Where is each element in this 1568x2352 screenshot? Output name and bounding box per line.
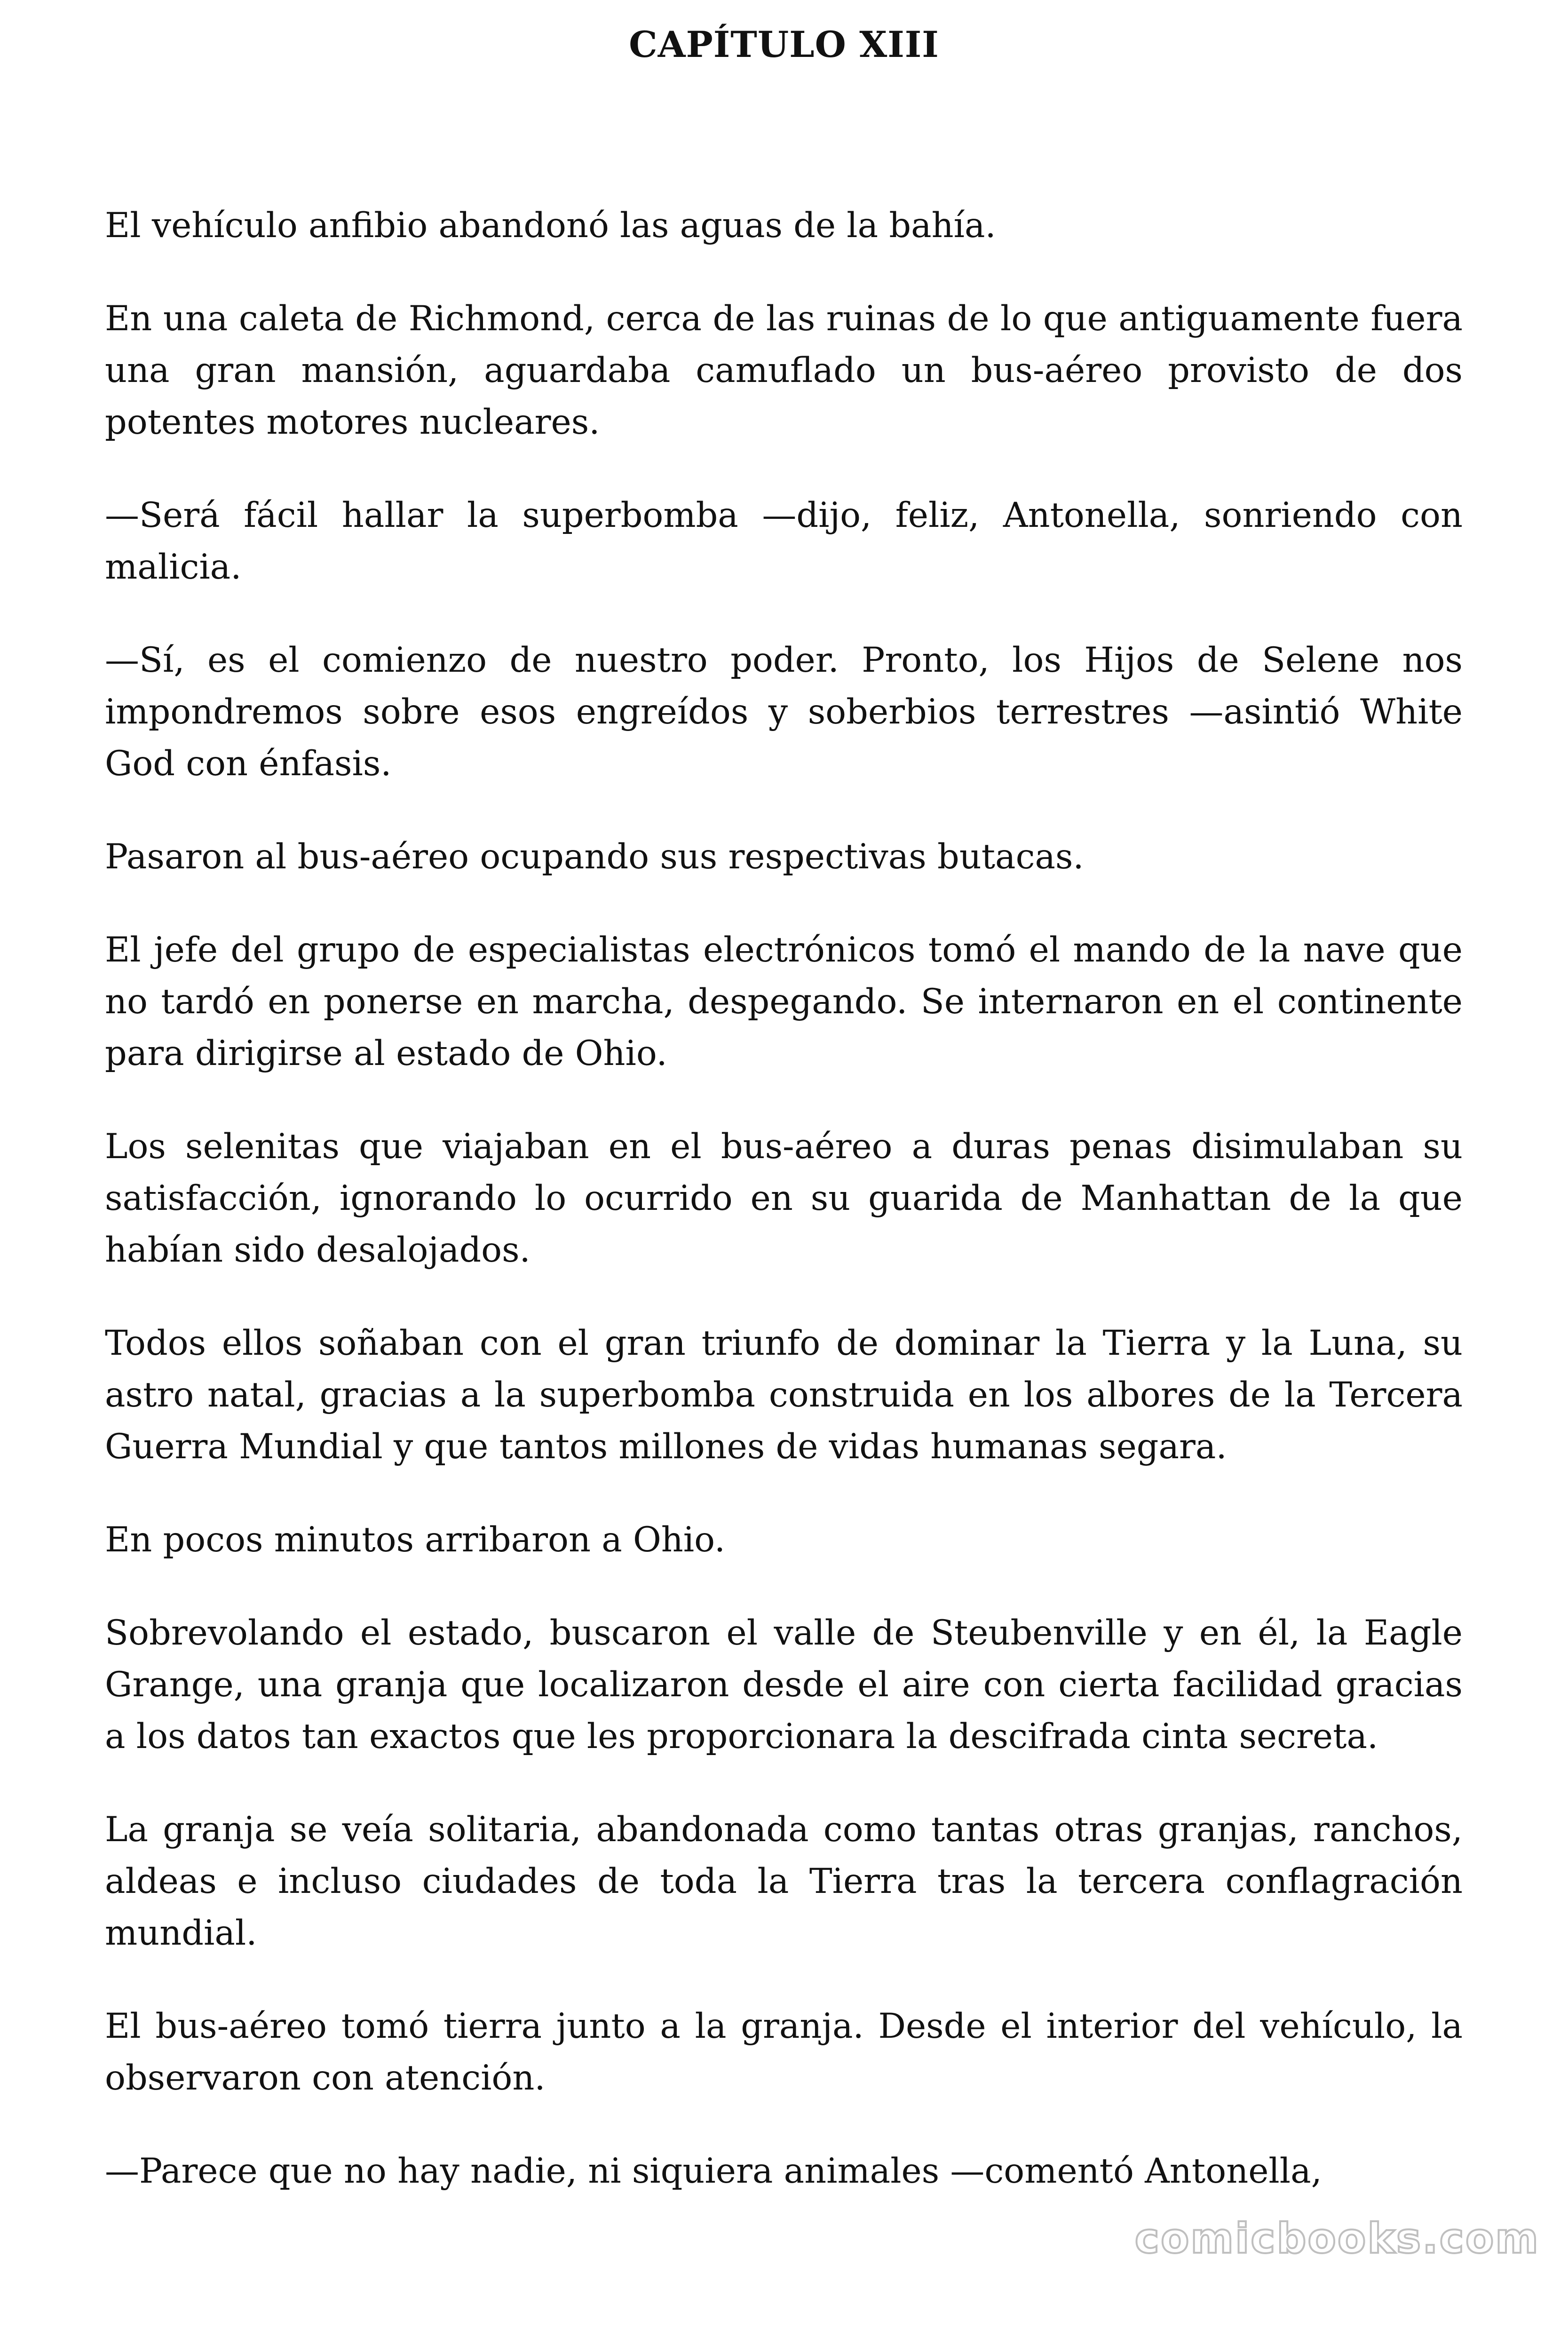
paragraph: La granja se veía solitaria, abandonada como tantas otras granjas, ranchos, aldeas e incluso ciudades de toda la Tierra tras la tercera conflagración mundial. [105, 1810, 1463, 1953]
watermark: comicbooks.com [1134, 2214, 1540, 2263]
paragraph: Sobrevolando el estado, buscaron el valle de Steubenville y en él, la Eagle Grange, una granja que localizaron desde el aire con cierta facilidad gracias a los datos tan exactos que les proporcionara la descifrada cinta secreta. [105, 1613, 1463, 1756]
chapter-title: CAPÍTULO XIII [629, 24, 939, 65]
paragraph: El jefe del grupo de especialistas electrónicos tomó el mando de la nave que no tardó en ponerse en marcha, despegando. Se internaron en el continente para dirigirse al estado de Ohio. [105, 930, 1463, 1073]
paragraph: En una caleta de Richmond, cerca de las ruinas de lo que antiguamente fuera una gran mansión, aguardaba camuflado un bus-aéreo provisto de dos potentes motores nucleares. [105, 299, 1463, 442]
paragraph: El bus-aéreo tomó tierra junto a la granja. Desde el interior del vehículo, la observaron con atención. [105, 2006, 1463, 2098]
paragraph: —Será fácil hallar la superbomba —dijo, feliz, Antonella, sonriendo con malicia. [105, 495, 1463, 587]
chapter-body [105, 200, 1463, 2197]
paragraph: Todos ellos soñaban con el gran triunfo de dominar la Tierra y la Luna, su astro natal, gracias a la superbomba construida en los albores de la Tercera Guerra Mundial y que tantos millones de vidas humanas segara. [105, 1323, 1463, 1467]
paragraph: En pocos minutos arribaron a Ohio. [105, 1520, 726, 1560]
paragraph: —Parece que no hay nadie, ni siquiera animales —comentó Antonella, [105, 2151, 1322, 2191]
paragraph: El vehículo anfibio abandonó las aguas de la bahía. [105, 206, 996, 246]
paragraph: —Sí, es el comienzo de nuestro poder. Pronto, los Hijos de Selene nos impondremos sobre esos engreídos y soberbios terrestres —asintió White God con énfasis. [105, 640, 1463, 784]
paragraph: Los selenitas que viajaban en el bus-aéreo a duras penas disimulaban su satisfacción, ignorando lo ocurrido en su guarida de Manhattan de la que habían sido desalojados. [105, 1127, 1463, 1270]
paragraph: Pasaron al bus-aéreo ocupando sus respectivas butacas. [105, 837, 1084, 877]
